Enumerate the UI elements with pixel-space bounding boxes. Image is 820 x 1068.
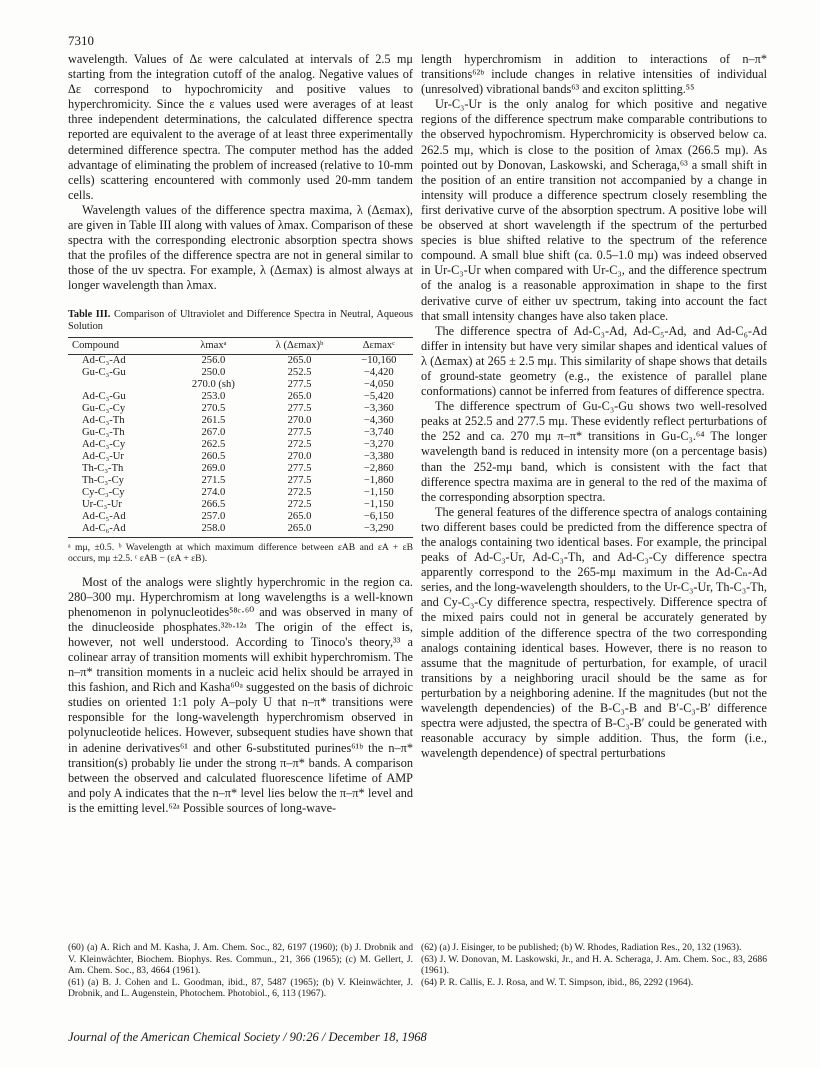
table-row — [68, 499, 413, 511]
table-cell: Cy-C₃-Cy — [82, 486, 125, 498]
table-cell: −1,860 — [363, 474, 394, 486]
paragraph: The difference spectrum of Gu-C₃-Gu shows two well-resolved peaks at 252.5 and 277.5 mμ. These evidently reflect perturbations of the 252 and ca. 270 mμ π–π* transitions in Gu-C₃.⁶⁴ The longer wavelength band is reduced in intensity more (on a percentage basis) than the 252-mμ band, which is consistent with the fact that difference spectra maxima are in general to the red of the maxima of the corresponding absorption spectra. — [421, 399, 767, 504]
paragraph: length hyperchromism in addition to interactions of n–π* transitions⁶²ᵇ include changes in relative intensities of individual (unresolved) vibrational bands⁶³ and exciton splitting.⁵⁵ — [421, 52, 767, 97]
footnote: (64) P. R. Callis, E. J. Rosa, and W. T. Simpson, ibid., 86, 2292 (1964). — [421, 976, 694, 988]
table-row — [68, 391, 413, 403]
table-row — [68, 415, 413, 427]
table-cell — [68, 379, 172, 391]
table-header-row — [68, 337, 413, 354]
table-cell: 277.5 — [287, 402, 312, 414]
table-cell: −4,420 — [363, 366, 394, 378]
table-cell: 277.5 — [287, 378, 312, 390]
table-cell: Ad-C₃-Ad — [82, 354, 126, 366]
table-cell: 260.5 — [201, 450, 226, 462]
table-cell: −5,420 — [363, 390, 394, 402]
table-cell: Th-C₃-Cy — [82, 474, 124, 486]
table-row — [68, 367, 413, 379]
table-cell: Ad-C₃-Cy — [82, 438, 126, 450]
table-cell: 265.0 — [287, 390, 312, 402]
table-cell: −3,360 — [363, 402, 394, 414]
table-row — [68, 403, 413, 415]
table-cell: Gu-C₃-Th — [82, 426, 125, 438]
table-row — [68, 523, 413, 538]
paragraph: Ur-C₃-Ur is the only analog for which positive and negative regions of the difference spectrum make comparable contributions to the observed hypochromism. Hyperchromicity is observed below ca. 262.5 mμ, which is close to the position of λmax (266.5 mμ). As pointed out by Donovan, Laskowski, and Scheraga,⁶³ a small shift in the position of an entire transition not accompanied by a change in intensity will produce a difference spectrum closely resembling the first derivative curve of the absorption spectrum. A positive lobe will be observed at short wavelength if the spectrum of the perturbed species is blue shifted relative to the spectrum of the reference compound. A small blue shift (ca. 0.5–1.0 mμ) was indeed observed in Ur-C₃-Ur when compared with Ur-C₃, and the difference spectrum of the analog is a reasonable approximation in shape to the first derivative curve of either uv spectrum, taking into account the fact that small intensity changes have also taken place. — [421, 97, 767, 323]
table-cell: 270.0 — [287, 414, 312, 426]
header-delta-eps-max: Δεmaxᶜ — [345, 337, 413, 354]
table-cell: Ad-C₅-Ad — [82, 510, 126, 522]
table-cell: 270.0 — [287, 450, 312, 462]
table-cell: 265.0 — [254, 523, 344, 538]
journal-footer: Journal of the American Chemical Society / 90:26 / December 18, 1968 — [68, 1030, 427, 1044]
table-cell: Ad-C₃-Th — [82, 414, 125, 426]
table-cell: 274.0 — [201, 486, 226, 498]
right-column — [421, 52, 767, 761]
table-row — [68, 463, 413, 475]
table-row — [68, 451, 413, 463]
table-cell: 253.0 — [201, 390, 226, 402]
table-cell: 270.0 (sh) — [191, 378, 235, 390]
table-cell: −3,290 — [345, 523, 413, 538]
table-row — [68, 379, 413, 391]
footnote: (61) (a) B. J. Cohen and L. Goodman, ibid., 87, 5487 (1965); (b) V. Kleinwächter, J. Drobnik, and L. Augenstein, Photochem. Photobiol., 6, 113 (1967). — [68, 976, 413, 999]
table-cell: Th-C₃-Th — [82, 462, 124, 474]
table-cell: 277.5 — [287, 474, 312, 486]
table-caption — [68, 309, 413, 333]
header-lambda-max: λmaxᵃ — [172, 337, 254, 354]
table-cell: −4,360 — [363, 414, 394, 426]
table-cell: 265.0 — [287, 354, 312, 366]
table-row — [68, 439, 413, 451]
table-cell: Gu-C₃-Cy — [82, 402, 126, 414]
table-cell: 269.0 — [201, 462, 226, 474]
header-compound: Compound — [68, 337, 172, 354]
comparison-table — [68, 337, 413, 538]
table-cell: 272.5 — [287, 498, 312, 510]
table-cell: Ad-C₆-Ad — [68, 523, 172, 538]
paragraph: The general features of the difference spectra of analogs containing two different bases could be predicted from the difference spectra of the analogs containing two identical bases. For example, the principal peaks of Ad-C₃-Ur, Ad-C₃-Th, and Ad-C₃-Cy difference spectra apparently correspond to the 265-mμ maximum in the Ad-Cₙ-Ad series, and the long-wavelength shoulders, to the Ur-C₃-Ur, Th-C₃-Th, and Cy-C₃-Cy difference spectra, respectively. Difference spectra of the mixed pairs could not in general be accurately generated by simple addition of the difference spectra of the two corresponding analogs containing identical bases. However, there is no reason to assume that the magnitude of perturbation, for example, of uracil transitions by a neighboring uracil should be the same as for perturbation by a neighboring adenine. If the magnitudes (but not the wavelength dependencies) of the B-C₃-B and B′-C₃-B′ difference spectra were adjusted, the spectra of B-C₃-B′ could be generated with reasonable accuracy by simple addition. Thus, the form (i.e., wavelength dependence) of spectral perturbations — [421, 504, 767, 761]
table-cell: 267.0 — [201, 426, 226, 438]
table-row — [68, 354, 413, 367]
footnote: (60) (a) A. Rich and M. Kasha, J. Am. Chem. Soc., 82, 6197 (1960); (b) J. Drobnik and V. Kleinwächter, Biochem. Biophys. Res. Commun., 21, 366 (1965); (c) M. Gellert, J. Am. Chem. Soc., 83, 4664 (1961). — [68, 942, 413, 976]
paragraph: Most of the analogs were slightly hyperchromic in the region ca. 280–300 mμ. Hyperchromism at long wavelengths is a well-known phenomenon in polynucleotides⁵⁸ᶜ·⁶⁰ and was observed in many of the dinucleoside phosphates.³²ᵇ·¹²ᵃ The origin of the effect is, however, not well understood. According to Tinoco's theory,³³ a colinear array of transition moments will exhibit hyperchromism. The n–π* transition moments in a nucleic acid helix should be arrayed in this fashion, and Rich and Kasha⁶⁰ᵃ suggested on the basis of dichroic studies on oriented 1:1 poly A–poly U that n–π* transitions were responsible for the long-wavelength hyperchromism observed in polynucleotide helices. However, subsequent studies have shown that in adenine derivatives⁶¹ and other 6-substituted purines⁶¹ᵇ the n–π* transition(s) probably lie under the strong π–π* bands. A comparison between the observed and calculated fluorescence lifetime of AMP and poly A indicates that the n–π* level lies below the π–π* level and is the emitting level.⁶²ᵃ Possible sources of long-wave- — [68, 574, 413, 815]
table-cell: 258.0 — [172, 523, 254, 538]
table-cell: 271.5 — [201, 474, 226, 486]
table-cell: −4,050 — [363, 378, 394, 390]
table-cell: −3,270 — [363, 438, 394, 450]
footnote: (63) J. W. Donovan, M. Laskowski, Jr., and H. A. Scheraga, J. Am. Chem. Soc., 83, 2686 (1961). — [421, 953, 767, 976]
table-cell: −1,150 — [363, 486, 394, 498]
table-cell: 261.5 — [201, 414, 226, 426]
table-cell: 277.5 — [287, 462, 312, 474]
table-cell: Ur-C₃-Ur — [82, 498, 122, 510]
table-row — [68, 475, 413, 487]
paragraph: wavelength. Values of Δε were calculated at intervals of 2.5 mμ starting from the integration cutoff of the analog. Negative values of Δε correspond to hypochromicity and positive values to hyperchromicity. Since the ε values used were averages of at least three independent determinations, the calculated difference spectra reported are equivalent to the average of at least three experimentally determined difference spectra. The computer method has the added advantage of eliminating the problem of increased (relative to 10-mm cells) scattering encountered with commonly used 20-mm tandem cells. — [68, 52, 413, 202]
footnotes-right — [421, 942, 767, 988]
table-cell: −3,740 — [363, 426, 394, 438]
table-cell: 272.5 — [287, 486, 312, 498]
table-cell: 270.5 — [201, 402, 226, 414]
table-cell: −10,160 — [361, 354, 397, 366]
table-cell: 265.0 — [287, 510, 312, 522]
paragraph: The difference spectra of Ad-C₃-Ad, Ad-C₅-Ad, and Ad-C₆-Ad differ in intensity but have very similar shapes and identical values of λ (Δεmax) at 265 ± 2.5 mμ. This similarity of shape shows that details of ground-state geometry (e.g., the existence of parallel plane conformations) cannot be inferred from features of difference spectra. — [421, 323, 767, 399]
table-caption-text: Comparison of Ultraviolet and Difference Spectra in Neutral, Aqueous Solution — [68, 308, 413, 332]
table-row — [68, 511, 413, 523]
table-cell: −2,860 — [363, 462, 394, 474]
header-lambda-delta-eps: λ (Δεmax)ᵇ — [254, 337, 344, 354]
table-cell: 252.5 — [287, 366, 312, 378]
table-cell: 262.5 — [201, 438, 226, 450]
paragraph: Wavelength values of the difference spectra maxima, λ (Δεmax), are given in Table III along with values of λmax. Comparison of these spectra with the corresponding electronic absorption spectra shows that the profiles of the difference spectra are not in general similar to those of the uv spectra. For example, λ (Δεmax) is almost always at longer wavelength than λmax. — [68, 202, 413, 293]
table-row — [68, 487, 413, 499]
table-cell: Gu-C₃-Gu — [82, 366, 126, 378]
table-cell: 257.0 — [201, 510, 226, 522]
table-footnote: ᵃ mμ, ±0.5. ᵇ Wavelength at which maximum difference between εAB and εA + εB occurs, mμ ±2.5. ᶜ εAB − (εA + εB). — [68, 541, 413, 564]
footnote: (62) (a) J. Eisinger, to be published; (b) W. Rhodes, Radiation Res., 20, 132 (1963). — [421, 942, 742, 953]
table-cell: −1,150 — [363, 498, 394, 510]
left-column — [68, 52, 413, 816]
table-cell: 250.0 — [201, 366, 226, 378]
table-row — [68, 427, 413, 439]
footnotes-left — [68, 942, 413, 1000]
table-body — [68, 354, 413, 537]
table-cell: 277.5 — [287, 426, 312, 438]
table-cell: 266.5 — [201, 498, 226, 510]
page-number: 7310 — [68, 33, 94, 48]
table-cell: −3,380 — [363, 450, 394, 462]
table-cell: −6,150 — [363, 510, 394, 522]
table-label: Table III. — [68, 308, 111, 320]
table-cell: 256.0 — [201, 354, 226, 366]
table-cell: Ad-C₃-Ur — [82, 450, 124, 462]
table-cell: Ad-C₃-Gu — [82, 390, 126, 402]
table-cell: 272.5 — [287, 438, 312, 450]
